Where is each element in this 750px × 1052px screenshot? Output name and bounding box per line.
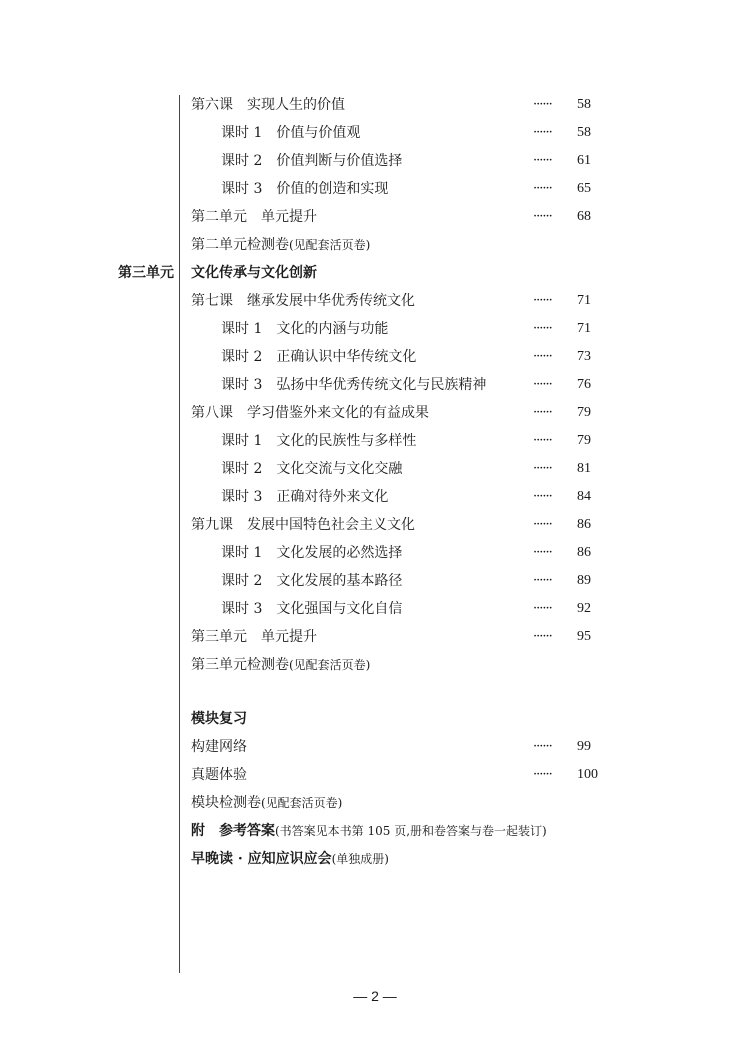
- toc-entry-title: 第三单元 单元提升: [191, 629, 317, 645]
- toc-entry-title: 第九课 发展中国特色社会主义文化: [191, 517, 415, 533]
- toc-entry-unit2-review[interactable]: [0, 204, 750, 230]
- section-title: 模块复习: [191, 711, 247, 727]
- toc-page-number: 79: [577, 433, 591, 448]
- toc-entry-l8-2[interactable]: [0, 456, 750, 482]
- toc-page-number: 86: [577, 545, 591, 560]
- toc-entry-l9-2[interactable]: [0, 568, 750, 594]
- toc-entry-l6-3[interactable]: [0, 176, 750, 202]
- toc-entry-title: 真题体验: [191, 767, 247, 783]
- page-number-footer: — 2 —: [353, 988, 397, 1004]
- toc-entry-l9-1[interactable]: [0, 540, 750, 566]
- toc-leader-dots: ······: [533, 125, 552, 140]
- toc-entry-note: (见配套活页卷): [289, 658, 371, 672]
- toc-leader-dots: ······: [533, 601, 552, 616]
- toc-entry-network[interactable]: [0, 734, 750, 760]
- toc-entry-l7-3[interactable]: [0, 372, 750, 398]
- toc-page-number: 99: [577, 739, 591, 754]
- toc-entry-l9-3[interactable]: [0, 596, 750, 622]
- toc-leader-dots: ······: [533, 97, 552, 112]
- toc-entry-title: 附 参考答案: [191, 823, 275, 839]
- toc-review-heading[interactable]: [0, 706, 750, 732]
- toc-entry-module-test[interactable]: [0, 790, 750, 816]
- toc-leader-dots: ······: [533, 461, 552, 476]
- toc-page-number: 73: [577, 349, 591, 364]
- toc-entry-unit3-review[interactable]: [0, 624, 750, 650]
- toc-entry-l6-1[interactable]: [0, 120, 750, 146]
- toc-page-number: 79: [577, 405, 591, 420]
- toc-leader-dots: ······: [533, 433, 552, 448]
- toc-entry-title: 构建网络: [191, 739, 247, 755]
- toc-page-number: 65: [577, 181, 591, 196]
- toc-page-number: 76: [577, 377, 591, 392]
- toc-entry-title-wrap: [191, 652, 370, 678]
- toc-entry-title-wrap: [191, 232, 370, 258]
- toc-entry-lesson8[interactable]: [0, 400, 750, 426]
- toc-page-number: 84: [577, 489, 591, 504]
- toc-entry-l8-1[interactable]: [0, 428, 750, 454]
- toc-leader-dots: ······: [533, 405, 552, 420]
- toc-entry-l8-3[interactable]: [0, 484, 750, 510]
- toc-entry-title: 课时 1 文化发展的必然选择: [221, 545, 403, 561]
- toc-entry-lesson6[interactable]: [0, 92, 750, 118]
- toc-entry-lesson9[interactable]: [0, 512, 750, 538]
- toc-entry-title: 第二单元检测卷: [191, 237, 289, 253]
- toc-entry-title: 模块检测卷: [191, 795, 261, 811]
- toc-page-number: 86: [577, 517, 591, 532]
- toc-entry-title-wrap: [191, 818, 547, 844]
- toc-leader-dots: ······: [533, 767, 552, 782]
- toc-entry-title: 课时 2 文化交流与文化交融: [221, 461, 403, 477]
- toc-entry-title: 课时 3 正确对待外来文化: [221, 489, 389, 505]
- toc-entry-l7-1[interactable]: [0, 316, 750, 342]
- toc-entry-title-wrap: [191, 846, 389, 872]
- toc-entry-title: 第六课 实现人生的价值: [191, 97, 345, 113]
- toc-entry-morning-reading[interactable]: [0, 846, 750, 872]
- toc-entry-title: 课时 3 弘扬中华优秀传统文化与民族精神: [221, 377, 487, 393]
- toc-entry-answers[interactable]: [0, 818, 750, 844]
- toc-leader-dots: ······: [533, 629, 552, 644]
- toc-entry-lesson7[interactable]: [0, 288, 750, 314]
- toc-page-number: 58: [577, 97, 591, 112]
- toc-entry-title: 课时 2 价值判断与价值选择: [221, 153, 403, 169]
- toc-page-number: 71: [577, 321, 591, 336]
- toc-leader-dots: ······: [533, 517, 552, 532]
- toc-leader-dots: ······: [533, 321, 552, 336]
- toc-page-number: 100: [577, 767, 598, 782]
- toc-leader-dots: ······: [533, 545, 552, 560]
- unit-label: 第三单元: [118, 265, 174, 281]
- toc-entry-title: 课时 1 文化的内涵与功能: [221, 321, 389, 337]
- unit-title: 文化传承与文化创新: [191, 265, 317, 281]
- toc-leader-dots: ······: [533, 349, 552, 364]
- toc-entry-title: 课时 1 文化的民族性与多样性: [221, 433, 417, 449]
- toc-page-number: 95: [577, 629, 591, 644]
- toc-page-number: 92: [577, 601, 591, 616]
- toc-entry-title: 课时 1 价值与价值观: [221, 125, 361, 141]
- toc-entry-unit3-test[interactable]: [0, 652, 750, 678]
- toc-unit3-heading[interactable]: [0, 260, 750, 286]
- toc-entry-title: 课时 3 价值的创造和实现: [221, 181, 389, 197]
- toc-entry-title: 第二单元 单元提升: [191, 209, 317, 225]
- toc-entry-note: (书答案见本书第 105 页,册和卷答案与卷一起装订): [275, 824, 547, 838]
- toc-entry-note: (见配套活页卷): [261, 796, 343, 810]
- toc-leader-dots: ······: [533, 489, 552, 504]
- toc-leader-dots: ······: [533, 377, 552, 392]
- toc-entry-title-wrap: [191, 790, 342, 816]
- toc-leader-dots: ······: [533, 573, 552, 588]
- toc-leader-dots: ······: [533, 739, 552, 754]
- toc-leader-dots: ······: [533, 153, 552, 168]
- toc-leader-dots: ······: [533, 181, 552, 196]
- toc-entry-title: 早晚读 · 应知应识应会: [191, 851, 332, 867]
- toc-leader-dots: ······: [533, 293, 552, 308]
- toc-entry-l6-2[interactable]: [0, 148, 750, 174]
- toc-page-number: 89: [577, 573, 591, 588]
- toc-entry-note: (见配套活页卷): [289, 238, 371, 252]
- toc-page-number: 81: [577, 461, 591, 476]
- toc-entry-title: 第七课 继承发展中华优秀传统文化: [191, 293, 415, 309]
- toc-entry-title: 第三单元检测卷: [191, 657, 289, 673]
- toc-entry-note: (单独成册): [331, 852, 389, 866]
- toc-entry-title: 课时 2 文化发展的基本路径: [221, 573, 403, 589]
- toc-entry-title: 第八课 学习借鉴外来文化的有益成果: [191, 405, 429, 421]
- toc-page-number: 61: [577, 153, 591, 168]
- toc-page-number: 68: [577, 209, 591, 224]
- toc-entry-unit2-test[interactable]: [0, 232, 750, 258]
- toc-page-number: 58: [577, 125, 591, 140]
- toc-leader-dots: ······: [533, 209, 552, 224]
- toc-entry-title: 课时 3 文化强国与文化自信: [221, 601, 403, 617]
- toc-entry-exam[interactable]: [0, 762, 750, 788]
- toc-entry-title: 课时 2 正确认识中华传统文化: [221, 349, 417, 365]
- toc-entry-l7-2[interactable]: [0, 344, 750, 370]
- toc-page-number: 71: [577, 293, 591, 308]
